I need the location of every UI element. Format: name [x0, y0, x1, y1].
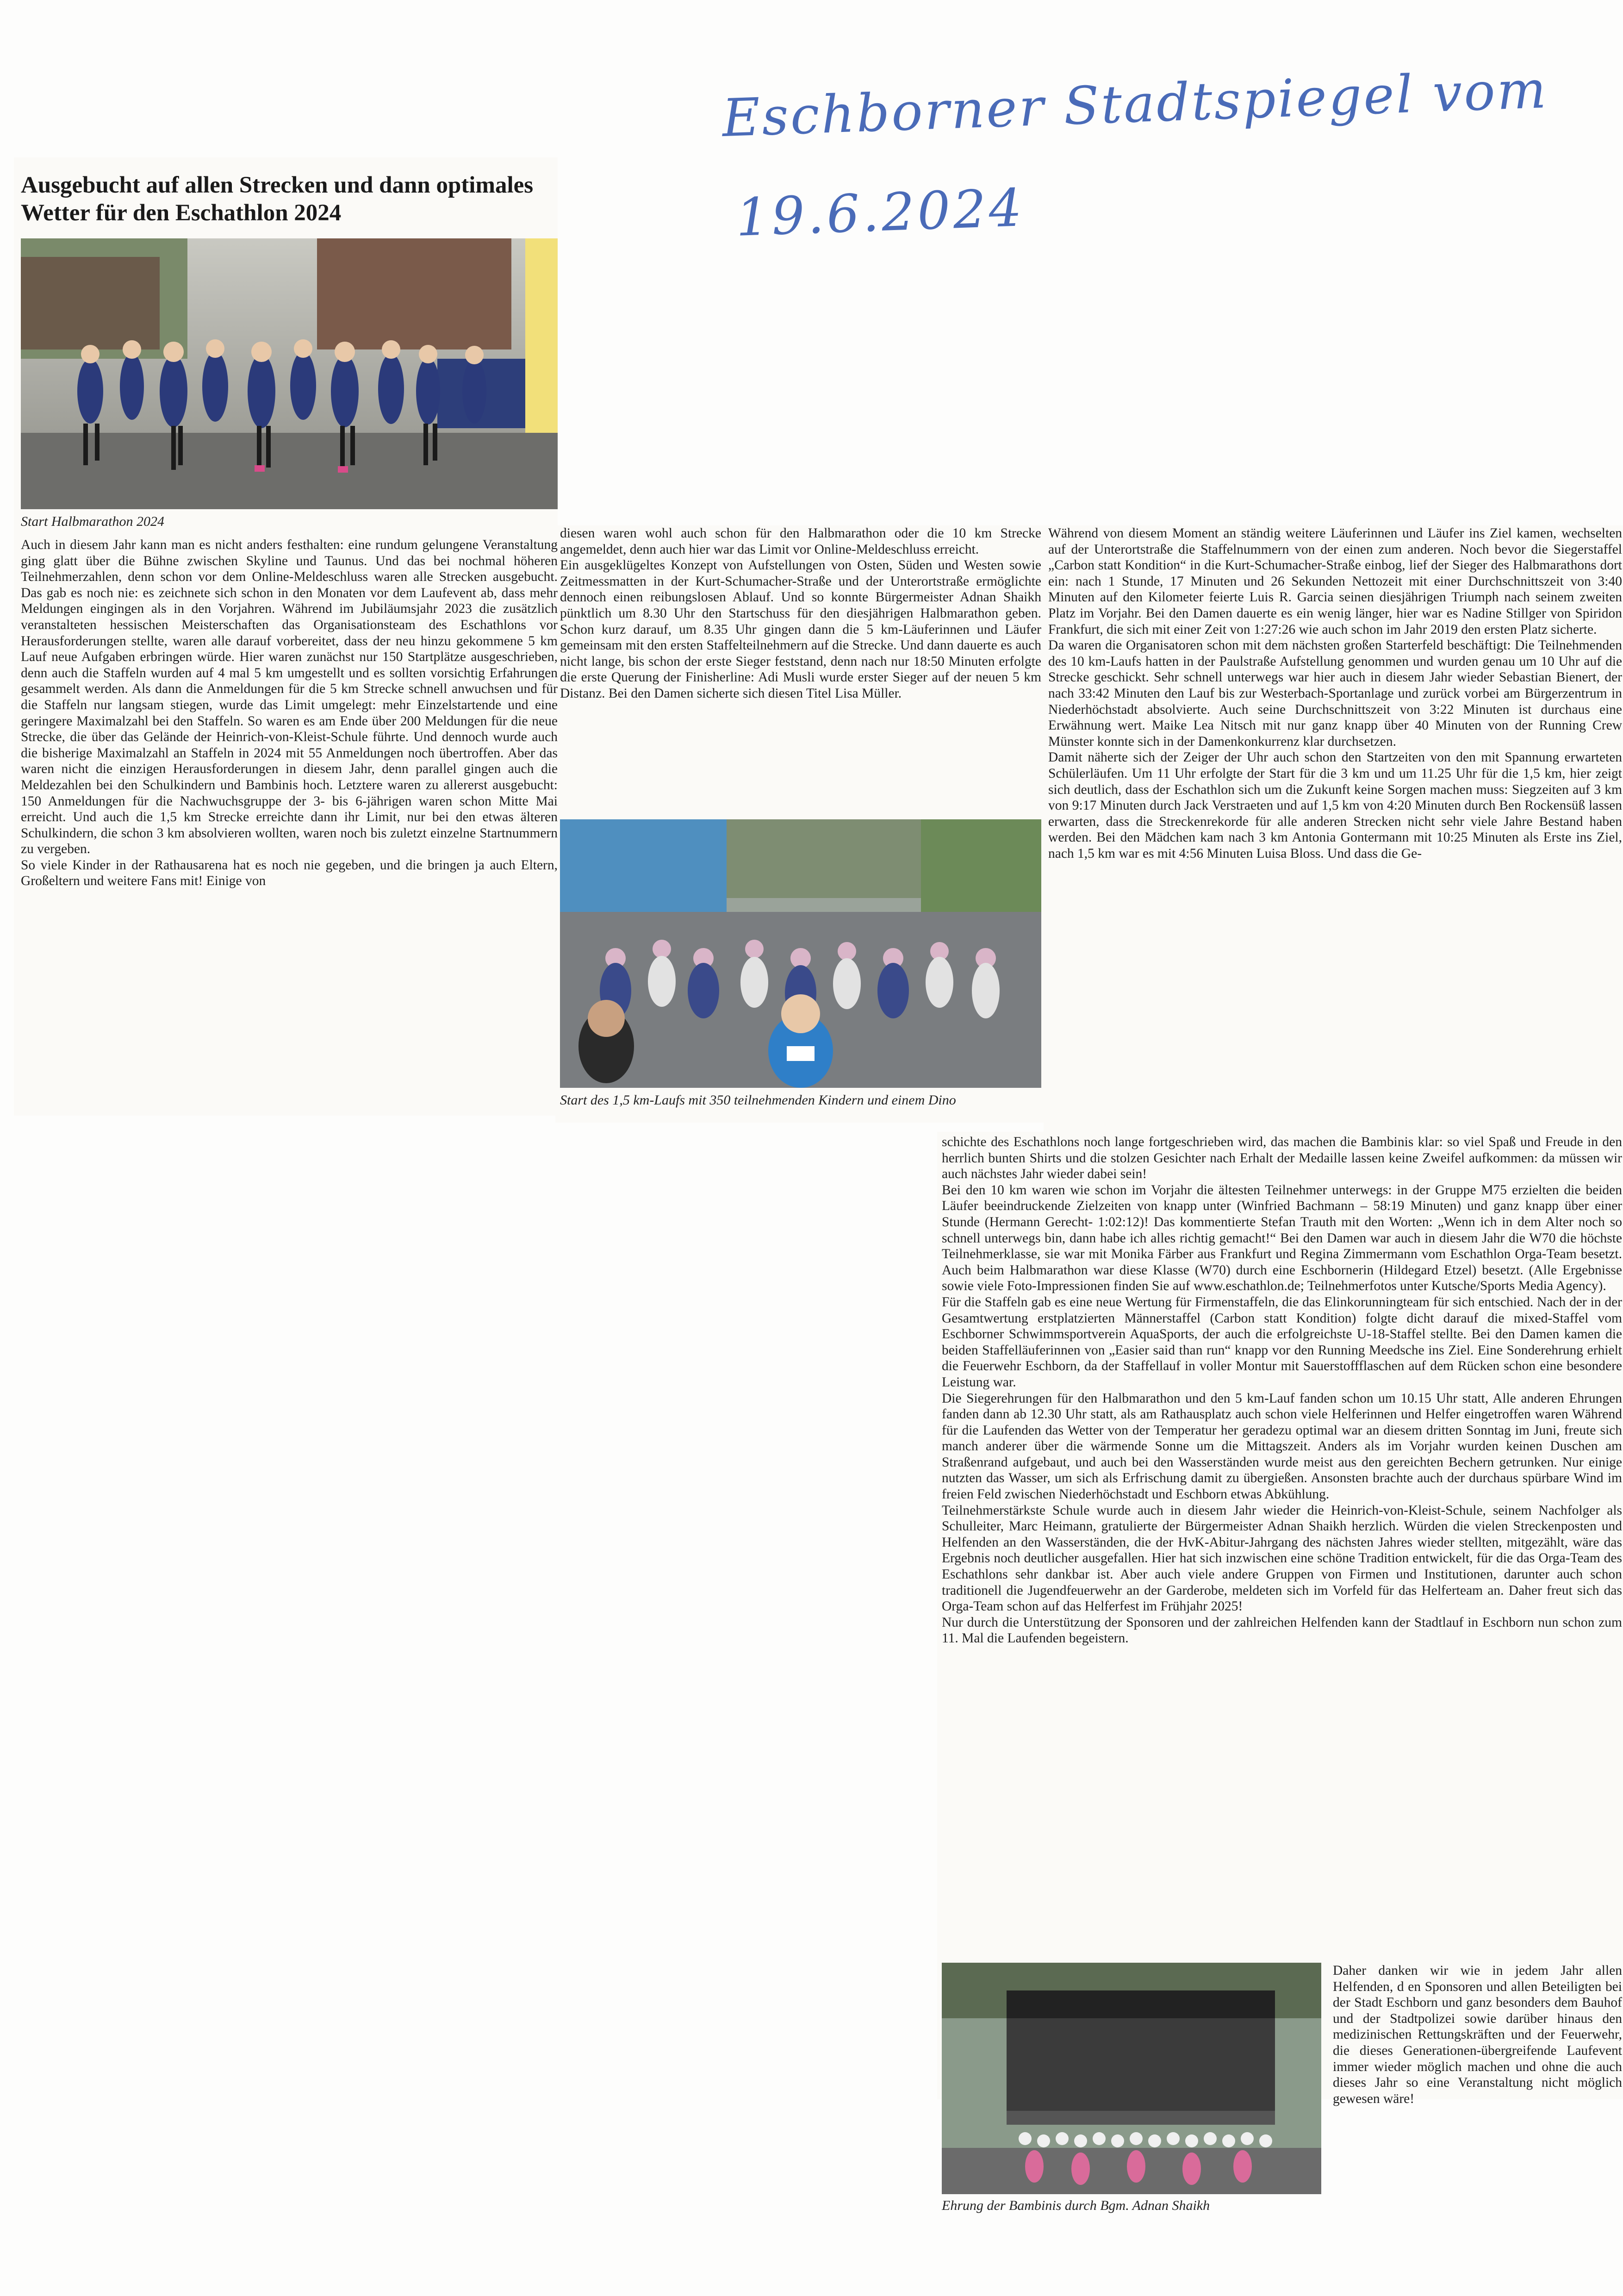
column2-paragraph-1: diesen waren wohl auch schon für den Halbmarathon oder die 10 km Strecke angemeldet, denn auch hier war das Limit vor Online-Meldeschluss erreicht. [560, 526, 1041, 557]
handwritten-date-note: 19.6.2024 [734, 178, 1026, 248]
photo-children-run [560, 819, 1041, 1088]
column1-paragraph-continued: So viele Kinder in der Rathausarena hat es noch nie gegeben, und die bringen ja auch Eltern, Großeltern und weitere Fans mit! Einige von [21, 857, 558, 889]
column1-paragraph: Auch in diesem Jahr kann man es nicht anders festhalten: eine rundum gelungene Veranstaltung ging glatt über die Bühne zwischen Skyline und Taunus. Und das bei nochmal höheren Teilnehmerzahlen, denn schon vor dem Online-Meldeschluss waren alle Strecken ausgebucht. Das gab es noch nie: es zeichnete sich schon in den Monaten vor dem Laufevent ab, dass mehr Meldungen eingingen als in den Vorjahren. Während im Jubiläumsjahr 2023 die zusätzlich veranstalteten hessischen Meisterschaften das Organisationsteam des Eschathlons vor Herausforderungen stellte, waren alle darauf vorbereitet, dass der neu hinzu gekommene 5 km Lauf neue Aufgaben erbringen würde. Hier waren zunächst nur 150 Startplätze ausgeschrieben, denn auch die Staffeln wurden auf 4 mal 5 km umgestellt und es sollten vorsichtig Erfahrungen gesammelt werden. Als dann die Anmeldungen für die 5 km Strecke schnell anwuchsen und für die Staffeln nur langsam stiegen, wurde das Limit umgelegt: mehr Einzelstartende und eine geringere Maximalzahl bei den Staffeln. So waren es am Ende über 200 Meldungen für die neue Strecke, die über das Gelände der Heinrich-von-Kleist-Schule führte. Und dennoch wurde auch die bisherige Maximalzahl an Staffeln in 2024 mit 55 Anmeldungen noch übertroffen. Aber das waren nicht die einzigen Herausforderungen in diesem Jahr, denn parallel gingen auch die Meldezahlen bei den Schulkindern und Bambinis hoch. Letztere waren zu allererst ausgebucht: 150 Anmeldungen für die Nachwuchsgruppe der 3- bis 6-jährigen waren schon Mitte Mai erreicht. Und auch die 1,5 km Strecke erreichte dann ihr Limit, nur bei den etwas älteren Schulkindern, die schon 3 km absolvieren wollten, waren noch bis zuletzt einzelne Startnummern zu vergeben. [21, 537, 558, 857]
column2-paragraph-2: Ein ausgeklügeltes Konzept von Aufstellungen von Osten, Süden und Westen sowie Zeitmessmatten in der Kurt-Schumacher-Straße und der Unterortstraße ermöglichte dennoch einen reibungslosen Ablauf. Und so konnte Bürgermeister Adnan Shaikh pünktlich um 8.30 Uhr den Startschuss für den diesjährigen Halbmarathon geben. Schon kurz darauf, um 8.35 Uhr gingen dann die 5 km-Läuferinnen und Läufer gemeinsam mit den ersten Staffelteilnehmern auf die Strecke. Und dann dauerte es auch nicht lange, bis schon der erste Sieger feststand, denn nach nur 18:50 Minuten erfolgte die erste Querung der Finisherline: Adi Musli wurde erster Sieger auf der neuen 5 km Distanz. Bei den Damen sicherte sich diesen Titel Lisa Müller. [560, 558, 1041, 701]
runners-start-icon [21, 238, 558, 509]
column4-paragraph-4: Die Siegerehrungen für den Halbmarathon und den 5 km-Lauf fanden schon um 10.15 Uhr statt, Alle anderen Ehrungen fanden dann ab 12.30 Uhr statt, als am Rathausplatz auch schon viele Helferinnen und Helfer eingetroffen waren Während für die Laufenden das Wetter von der Temperatur her geradezu optimal war an diesem dritten Sonntag im Juni, freute sich manch anderer über die wärmende Sonne um die Mittagszeit. Anders als im Vorjahr wurden keinen Duschen am Straßenrand aufgebaut, und auch bei den Wasserständen wurde meist aus den gereichten Bechern getrunken. Nur einige nutzten das Wasser, um sich als Erfrischung damit zu übergießen. Ansonsten brachte auch der durchaus spürbare Wind im freien Feld zwischen Niederhöchstadt und Eschborn etwas Abkühlung. [942, 1391, 1622, 1502]
column4-paragraph-6: Nur durch die Unterstützung der Sponsoren und der zahlreichen Helfenden kann der Stadtlauf in Eschborn nun schon zum 11. Mal die Laufenden begeistern. [942, 1615, 1622, 1646]
caption-ceremony: Ehrung der Bambinis durch Bgm. Adnan Shaikh [942, 2198, 1210, 2213]
photo-stage-ceremony [942, 1963, 1321, 2194]
column3-paragraph-3: Damit näherte sich der Zeiger der Uhr auch schon den Startzeiten von den mit Spannung erwarteten Schülerläufen. Um 11 Uhr erfolgte der Start für die 3 km und um 11.25 Uhr für die 1,5 km, hier zeigt sich deutlich, dass der Eschathlon sich um die Zukunft keine Sorgen machen muss: Siegzeiten auf 3 km von 9:17 Minuten durch Jack Verstraeten und auf 1,5 km von 4:20 Minuten durch Ben Rockensüß lassen erwarten, dass die Streckenrekorde für alle anderen Strecken nicht sehr viele Jahre Bestand haben werden. Bei den Mädchen kam nach 3 km Antonia Gontermann mit 10:25 Minuten als Erste ins Ziel, nach 1,5 km war es mit 4:56 Minuten Luisa Bloss. Und dass die Ge- [1048, 750, 1622, 861]
column3-paragraph-1: Während von diesem Moment an ständig weitere Läuferinnen und Läufer ins Ziel kamen, wechselten auf der Unterortstraße die Staffelnummern von der einen zum anderen. Noch bevor die Siegerstaffel „Carbon statt Kondition“ in die Kurt-Schumacher-Straße einbog, lief der Sieger des Halbmarathons dort ein: nach 1 Stunde, 17 Minuten und 26 Sekunden Nettozeit mit einer Durchschnittszeit von 3:40 Minuten auf den Kilometer feierte Luis R. Garcia seinen diesjährigen Triumph nach seinem zweiten Platz im Vorjahr. Bei den Damen dauerte es ein wenig länger, hier war es Nadine Stillger von Spiridon Frankfurt, die sich mit einer Zeit von 1:27:26 wie auch schon im Jahr 2019 den ersten Platz sicherte. [1048, 526, 1622, 637]
article-column-4 [942, 1134, 1622, 1647]
column4-paragraph-2: Bei den 10 km waren wie schon im Vorjahr die ältesten Teilnehmer unterwegs: in der Gruppe M75 erzielten die beiden Läufer beeindruckende Zielzeiten von knapp unter (Winfried Bachmann – 58:19 Minuten) und ganz knapp über einer Stunde (Hermann Gerecht- 1:02:12)! Das kommentierte Stefan Trauth mit den Worten: „Wenn ich in dem Alter noch so schnell unterwegs bin, dann habe ich alles richtig gemacht!“ Bei den Damen war auch in diesem Jahr die W70 die höchste Teilnehmerklasse, sie war mit Monika Färber aus Frankfurt und Regina Zimmermann vom Eschathlon Orga-Team besetzt. Auch beim Halbmarathon war diese Klasse (W70) durch eine Eschbornerin (Hildegard Etzel) besetzt. (Alle Ergebnisse sowie viele Foto-Impressionen finden Sie auf www.eschathlon.de; Teilnehmerfotos unter Kutsche/Sports Media Agency). [942, 1182, 1622, 1294]
column3-paragraph-2: Da waren die Organisatoren schon mit dem nächsten großen Starterfeld beschäftigt: Die Teilnehmenden des 10 km-Laufs hatten in der Paulstraße Aufstellung genommen und wurden genau um 10 Uhr auf die Strecke geschickt. Sehr schnell unterwegs war hier auch in diesem Jahr wieder Sebastian Bienert, der nach 33:42 Minuten den Lauf bis zur Westerbach-Sportanlage und zurück vorbei am Bürgerzentrum in Niederhöchstadt absolvierte. Auch seine Durchschnittszeit von 3:22 Minuten ist durchaus eine Erwähnung wert. Maike Lea Nitsch mit nur ganz knapp über 40 Minuten von der Running Crew Münster konnte sich in der Damenkonkurrenz klar durchsetzen. [1048, 638, 1622, 749]
article-column-2 [560, 525, 1041, 702]
article-column-1 [21, 537, 558, 889]
stage-ceremony-icon [942, 1963, 1321, 2194]
article-column-3 [1048, 525, 1622, 861]
article-column-4-closing [1333, 1963, 1622, 2107]
article-headline: Ausgebucht auf allen Strecken und dann optimales Wetter für den Eschathlon 2024 [21, 172, 534, 226]
photo-halfmarathon-start [21, 238, 558, 509]
handwritten-source-note: Eschborner Stadtspiegel vom [721, 59, 1549, 149]
column4-paragraph-3: Für die Staffeln gab es eine neue Wertung für Firmenstaffeln, die das Elinkorunningteam für sich entschied. Nach der in der Gesamtwertung erstplatzierten Männerstaffel (Carbon statt Kondition) folgte dicht darauf die mixed-Staffel vom Eschborner Schwimmsportverein AquaSports, der auch die erfolgreichste U-18-Staffel stellte. Bei den Damen kamen die beiden Staffelläuferinnen von „Easier said than run“ knapp vor den Running Meedsche ins Ziel. Eine Sonderehrung erhielt die Feuerwehr Eschborn, da der Staffellauf in voller Montur mit Sauerstoffflaschen auf dem Rücken schon eine besondere Leistung war. [942, 1294, 1622, 1390]
column4-paragraph-1: schichte des Eschathlons noch lange fortgeschrieben wird, das machen die Bambinis klar: so viel Spaß und Freude in den herrlich bunten Shirts und die stolzen Gesichter nach Erhalt der Medaille lassen keine Zweifel aufkommen: da müssen wir auch nächstes Jahr wieder dabei sein! [942, 1135, 1622, 1182]
caption-children-run: Start des 1,5 km-Laufs mit 350 teilnehmenden Kindern und einem Dino [560, 1092, 956, 1108]
column4-paragraph-5: Teilnehmerstärkste Schule wurde auch in diesem Jahr wieder die Heinrich-von-Kleist-Schule, seinem Nachfolger als Schulleiter, Marc Heimann, gratulierte der Bürgermeister Adnan Shaikh herzlich. Würden die vielen Streckenposten und Helfenden an den Wasserständen, die der HvK-Abitur-Jahrgang des nächsten Jahres wieder stellten, mitgezählt, wäre das Ergebnis noch deutlicher ausgefallen. Hier hat sich inzwischen eine schöne Tradition entwickelt, für die das Orga-Team des Eschathlons sehr dankbar ist. Aber auch viele andere Gruppen von Firmen und Institutionen, darunter auch schon traditionell die Jugendfeuerwehr an der Garderobe, meldeten sich im Vorfeld für das Helferteam an. Daher freut sich das Orga-Team schon auf das Helferfest im Frühjahr 2025! [942, 1503, 1622, 1614]
column4-closing-paragraph: Daher danken wir wie in jedem Jahr allen Helfenden, d en Sponsoren und allen Beteiligten bei der Stadt Eschborn und ganz besonders dem Bauhof und der Stadtpolizei sowie darüber hinaus den medizinischen Rettungskräften und der Feuerwehr, die dieses Generationen-übergreifende Laufevent immer wieder möglich machen und ohne die auch dieses Jahr so eine Veranstaltung nicht möglich gewesen wäre! [1333, 1963, 1622, 2106]
caption-halfmarathon: Start Halbmarathon 2024 [21, 514, 165, 529]
children-run-icon [560, 819, 1041, 1088]
